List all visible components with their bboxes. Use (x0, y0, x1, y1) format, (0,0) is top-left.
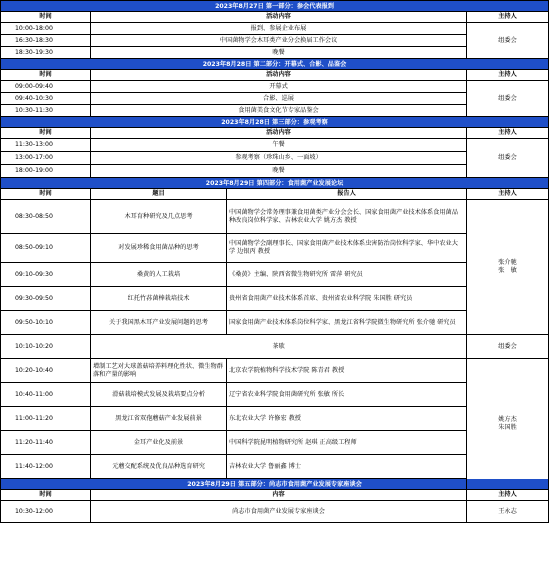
time-cell: 08:50-09:10 (1, 234, 91, 263)
topic-cell: 关于我国黑木耳产业发展问题的思考 (91, 311, 227, 335)
topic-cell: 桑黄的人工栽培 (91, 263, 227, 287)
section-5-title: 2023年8月29日 第五部分：尚志市食用菌产业发展专家座谈会 (1, 479, 549, 490)
topic-cell: 对发展珍稀食用菌品种的思考 (91, 234, 227, 263)
time-cell: 09:00-09:40 (1, 81, 91, 93)
col-header-reporter: 报告人 (227, 189, 467, 200)
topic-cell: 红托竹荪菌棒栽培技术 (91, 287, 227, 311)
host-cell: 王永志 (467, 501, 549, 523)
content-cell: 中国菌物学会木耳类产业分会换届工作会议 (91, 35, 467, 47)
host-cell: 组委会 (467, 335, 549, 359)
content-cell: 参观考察（珍珠山乡、一面坡） (91, 152, 467, 165)
host-cell: 组委会 (467, 23, 549, 59)
content-cell: 晚餐 (91, 47, 467, 59)
content-cell: 报到、参展企业布展 (91, 23, 467, 35)
host-cell: 张介驰 张 敏 (467, 200, 549, 335)
content-cell: 尚志市食用菌产业发展专家座谈会 (91, 501, 467, 523)
content-cell: 晚餐 (91, 165, 467, 178)
topic-cell: 金耳产业化及前景 (91, 431, 227, 455)
reporter-cell: 吉林农业大学 鲁丽鑫 博士 (227, 455, 467, 479)
col-header-host: 主持人 (467, 12, 549, 23)
col-header-time: 时间 (1, 70, 91, 81)
section-1-title: 2023年8月27日 第一部分：参会代表报到 (1, 1, 549, 12)
host-cell: 组委会 (467, 81, 549, 117)
host-cell: 组委会 (467, 139, 549, 178)
time-cell: 10:30-12:00 (1, 501, 91, 523)
time-cell: 11:20-11:40 (1, 431, 91, 455)
time-cell: 10:30-11:30 (1, 105, 91, 117)
time-cell: 10:10-10:20 (1, 335, 91, 359)
topic-cell: 黑龙江省双孢蘑菇产业发展前景 (91, 407, 227, 431)
content-cell: 开幕式 (91, 81, 467, 93)
content-cell: 午餐 (91, 139, 467, 152)
topic-cell: 滑菇栽培模式发展及栽培要点分析 (91, 383, 227, 407)
section-4-title: 2023年8月29日 第四部分：食用菌产业发展论坛 (1, 178, 549, 189)
reporter-cell: 国家食用菌产业技术体系岗位科学家、黑龙江省科学院微生物研究所 张介驰 研究员 (227, 311, 467, 335)
section-3-title: 2023年8月28日 第三部分：参观考察 (1, 117, 549, 128)
time-cell: 09:10-09:30 (1, 263, 91, 287)
col-header-host: 主持人 (467, 70, 549, 81)
col-header-host: 主持人 (467, 189, 549, 200)
col-header-time: 时间 (1, 128, 91, 139)
section-2-title: 2023年8月28日 第二部分：开幕式、合影、品鉴会 (1, 59, 549, 70)
host-cell: 姚方杰 朱国胜 (467, 359, 549, 490)
col-header-topic: 题目 (91, 189, 227, 200)
col-header-time: 时间 (1, 189, 91, 200)
time-cell: 10:20-10:40 (1, 359, 91, 383)
content-cell: 合影、巡展 (91, 93, 467, 105)
col-header-content: 活动内容 (91, 12, 467, 23)
col-header-host: 主持人 (467, 490, 549, 501)
time-cell: 08:30-08:50 (1, 200, 91, 234)
reporter-cell: 北京农学院植物科学技术学院 陈青君 教授 (227, 359, 467, 383)
reporter-cell: 东北农业大学 许修宏 教授 (227, 407, 467, 431)
time-cell: 11:40-12:00 (1, 455, 91, 479)
time-cell: 18:30-19:30 (1, 47, 91, 59)
time-cell: 18:00-19:00 (1, 165, 91, 178)
col-header-time: 时间 (1, 12, 91, 23)
topic-cell: 元蘑交配系统及优良品种选育研究 (91, 455, 227, 479)
col-header-content: 活动内容 (91, 128, 467, 139)
time-cell: 11:30-13:00 (1, 139, 91, 152)
reporter-cell: 中国菌物学会副理事长、国家食用菌产业技术体系虫害防治岗位科学家、华中农业大学 边银丙 教授 (227, 234, 467, 263)
time-cell: 10:40-11:00 (1, 383, 91, 407)
topic-cell: 木耳育种研究及几点思考 (91, 200, 227, 234)
time-cell: 11:00-11:20 (1, 407, 91, 431)
time-cell: 09:30-09:50 (1, 287, 91, 311)
reporter-cell: 中国菌物学会常务理事兼食用菌类产业分会会长、国家食用菌产业技术体系食用菌品种改良岗位科学家、吉林农业大学 姚方杰 教授 (227, 200, 467, 234)
reporter-cell: 辽宁省农业科学院食用菌研究所 张敏 所长 (227, 383, 467, 407)
col-header-content: 活动内容 (91, 70, 467, 81)
time-cell: 09:40-10:30 (1, 93, 91, 105)
break-cell: 茶歇 (91, 335, 467, 359)
col-header-host: 主持人 (467, 128, 549, 139)
reporter-cell: 《桑黄》主编、陕西省微生物研究所 雷萍 研究员 (227, 263, 467, 287)
col-header-time: 时间 (1, 490, 91, 501)
time-cell: 13:00-17:00 (1, 152, 91, 165)
time-cell: 10:00-18:00 (1, 23, 91, 35)
content-cell: 食用菌美食文化节专家品鉴会 (91, 105, 467, 117)
reporter-cell: 贵州省食用菌产业技术体系首席、贵州省农业科学院 朱国胜 研究员 (227, 287, 467, 311)
time-cell: 09:50-10:10 (1, 311, 91, 335)
col-header-content: 内容 (91, 490, 467, 501)
reporter-cell: 中国科学院昆明植物研究所 赵琪 正高级工程师 (227, 431, 467, 455)
topic-cell: 增制工艺对大球盖菇培养料理化性状、微生物群落和产量的影响 (91, 359, 227, 383)
time-cell: 16:30-18:30 (1, 35, 91, 47)
